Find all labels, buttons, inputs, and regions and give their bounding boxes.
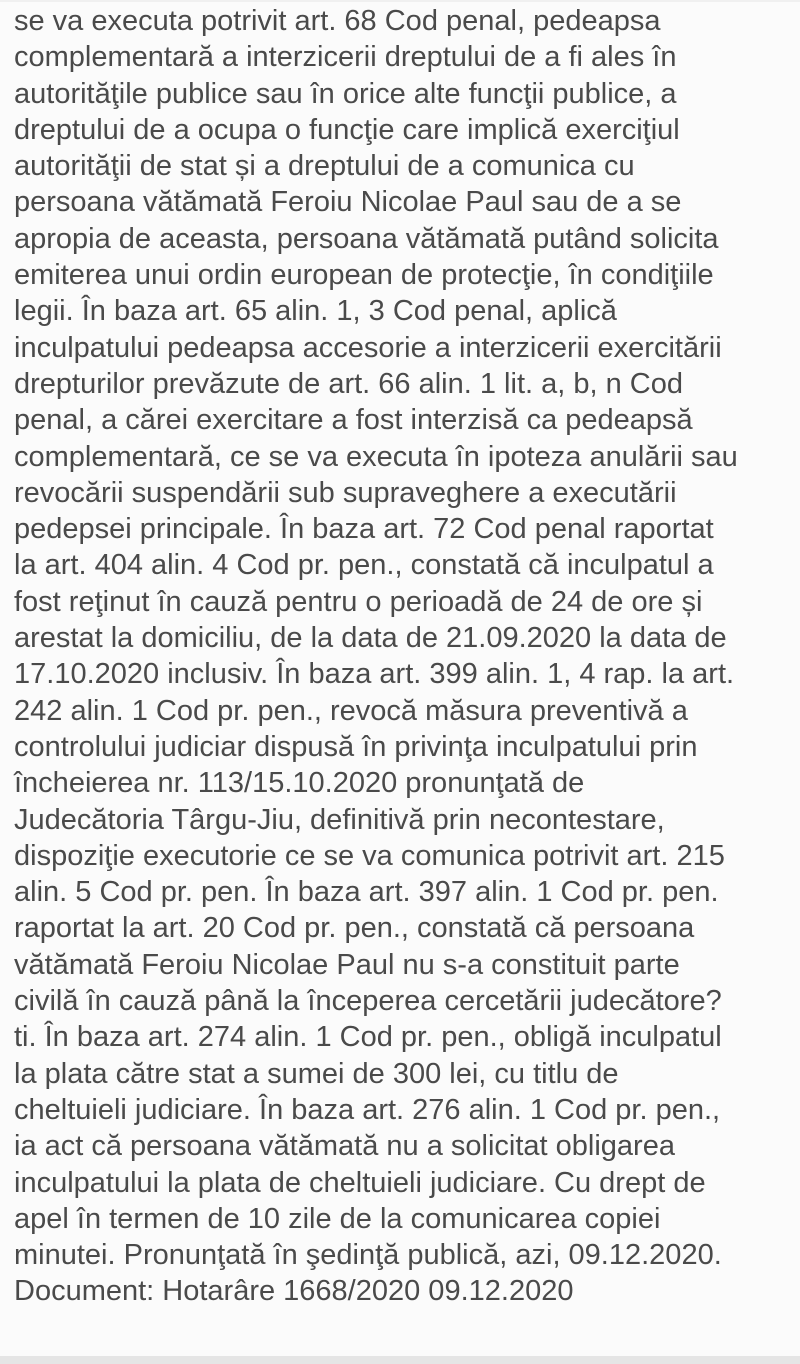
text-line: la art. 404 alin. 4 Cod pr. pen., constată că inculpatul a	[14, 549, 714, 582]
text-line: ia act că persoana vătămată nu a solicitat obligarea	[14, 1130, 675, 1163]
text-line: raportat la art. 20 Cod pr. pen., constată că persoana	[14, 912, 695, 945]
text-line: 242 alin. 1 Cod pr. pen., revocă măsura preventivă a	[14, 694, 688, 727]
text-line: pedepsei principale. În baza art. 72 Cod penal raportat	[14, 513, 714, 546]
text-line: emiterea unui ordin european de protecţie, în condiţiile	[14, 259, 714, 292]
text-line: alin. 5 Cod pr. pen. În baza art. 397 alin. 1 Cod pr. pen.	[14, 876, 719, 909]
text-line: 17.10.2020 inclusiv. În baza art. 399 alin. 1, 4 rap. la art.	[14, 658, 735, 691]
document-footer-line: Document: Hotarâre 1668/2020 09.12.2020	[14, 1275, 574, 1308]
text-line: se va executa potrivit art. 68 Cod penal, pedeapsa	[14, 5, 661, 37]
text-line: apel în termen de 10 zile de la comunicarea copiei	[14, 1202, 661, 1235]
text-line: revocării suspendării sub supraveghere a executării	[14, 476, 677, 509]
text-line: cheltuieli judiciare. În baza art. 276 alin. 1 Cod pr. pen.,	[14, 1093, 721, 1126]
text-line: fost reţinut în cauză pentru o perioadă de 24 de ore și	[14, 585, 703, 618]
text-line: dreptului de a ocupa o funcţie care implică exerciţiul	[14, 113, 680, 146]
text-line: persoana vătămată Feroiu Nicolae Paul sau de a se	[14, 186, 682, 219]
text-line: drepturilor prevăzute de art. 66 alin. 1 lit. a, b, n Cod	[14, 367, 683, 400]
text-line: autorităţii de stat și a dreptului de a comunica cu	[14, 150, 635, 183]
text-line: arestat la domiciliu, de la data de 21.09.2020 la data de	[14, 622, 727, 655]
text-line: autorităţile publice sau în orice alte funcţii publice, a	[14, 77, 677, 110]
text-line: complementară, ce se va executa în ipoteza anulării sau	[14, 440, 738, 473]
text-line: penal, a cărei exercitare a fost interzisă ca pedeapsă	[14, 404, 693, 437]
text-line: încheierea nr. 113/15.10.2020 pronunţată de	[14, 767, 585, 800]
text-line: inculpatului pedeapsa accesorie a interzicerii exercitării	[14, 331, 722, 364]
text-line: inculpatului la plata de cheltuieli judiciare. Cu drept de	[14, 1166, 706, 1199]
text-line: complementară a interzicerii dreptului de a fi ales în	[14, 41, 677, 74]
text-line: ti. În baza art. 274 alin. 1 Cod pr. pen., obligă inculpatul	[14, 1021, 722, 1054]
top-edge	[0, 0, 800, 2]
text-line: civilă în cauză până la începerea cercetării judecătore?	[14, 985, 722, 1018]
text-line: Judecătoria Târgu-Jiu, definitivă prin necontestare,	[14, 803, 665, 836]
text-line: dispoziţie executorie ce se va comunica potrivit art. 215	[14, 839, 725, 872]
text-line: legii. În baza art. 65 alin. 1, 3 Cod penal, aplică	[14, 295, 617, 328]
text-line: minutei. Pronunţată în şedinţă publică, azi, 09.12.2020.	[14, 1239, 722, 1272]
text-line: la plata către stat a sumei de 300 lei, cu titlu de	[14, 1057, 619, 1090]
bottom-edge	[0, 1356, 800, 1364]
text-line: apropia de aceasta, persoana vătămată putând solicita	[14, 222, 719, 255]
text-line: controlului judiciar dispusă în privinţa inculpatului prin	[14, 730, 698, 763]
document-body	[14, 3, 798, 1310]
text-line: vătămată Feroiu Nicolae Paul nu s-a constituit parte	[14, 948, 680, 981]
